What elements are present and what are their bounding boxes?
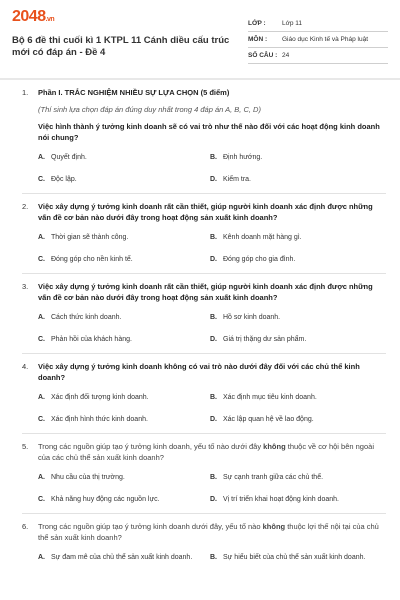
option-letter: D. <box>210 176 217 183</box>
meta-row-grade <box>248 16 388 32</box>
option-letter: D. <box>210 256 217 263</box>
option-letter: C. <box>38 496 45 503</box>
meta-row-count <box>248 48 388 64</box>
option-letter: C. <box>38 336 45 343</box>
option-text: Xác định mục tiêu kinh doanh. <box>223 394 317 401</box>
option-text: Sự cạnh tranh giữa các chủ thể. <box>223 474 324 481</box>
option-text: Cách thức kinh doanh. <box>51 314 122 321</box>
meta-value: 24 <box>282 52 290 59</box>
question-item <box>22 274 386 354</box>
answer-option[interactable] <box>38 175 210 185</box>
option-letter: A. <box>38 314 45 321</box>
document-header <box>0 0 400 64</box>
answer-option[interactable] <box>210 153 386 163</box>
answer-option[interactable] <box>38 415 210 425</box>
question-number: 6. <box>22 522 29 531</box>
option-text: Xác định đối tượng kinh doanh. <box>51 394 149 401</box>
option-letter: B. <box>210 474 217 481</box>
option-letter: A. <box>38 474 45 481</box>
option-letter: B. <box>210 394 217 401</box>
logo-main: 2048 <box>12 8 46 25</box>
document-title: Bộ 6 đề thi cuối kì 1 KTPL 11 Cánh diều cấu trúc mới có đáp án - Đề 4 <box>12 35 230 58</box>
answer-options <box>38 393 386 425</box>
question-stem: Việc xây dựng ý tưởng kinh doanh không có vai trò nào dưới đây đối với các chủ thể kinh doanh? <box>38 362 360 382</box>
question-item <box>22 194 386 274</box>
answer-option[interactable] <box>210 313 386 323</box>
option-text: Độc lập. <box>51 176 77 183</box>
answer-option[interactable] <box>38 313 210 323</box>
answer-option[interactable] <box>210 415 386 425</box>
option-letter: C. <box>38 256 45 263</box>
option-text: Kiểm tra. <box>223 176 252 183</box>
option-letter: D. <box>210 416 217 423</box>
question-stem: Việc xây dựng ý tưởng kinh doanh rất cần thiết, giúp người kinh doanh xác định được những vấn đề cơ bản nào dưới đây trong hoạt động sản xuất kinh doanh? <box>38 282 373 302</box>
question-number: 2. <box>22 202 29 211</box>
option-text: Kênh doanh mặt hàng gì. <box>223 234 302 241</box>
option-text: Đóng góp cho nền kinh tế. <box>51 256 133 263</box>
option-letter: B. <box>210 234 217 241</box>
question-stem <box>38 521 386 543</box>
option-text: Khả năng huy động các nguồn lực. <box>51 496 160 503</box>
answer-options <box>38 553 386 563</box>
answer-option[interactable] <box>210 393 386 403</box>
option-text: Nhu cầu của thị trường. <box>51 474 125 481</box>
option-letter: C. <box>38 416 45 423</box>
question-number: 3. <box>22 282 29 291</box>
meta-value: Lớp 11 <box>282 20 303 27</box>
answer-options <box>38 233 386 265</box>
question-item <box>22 354 386 434</box>
option-letter: A. <box>38 394 45 401</box>
stem-text: thuộc lợi thế nội tại của chủ thể sản xuất kinh doanh? <box>38 522 379 542</box>
header-left <box>12 8 248 64</box>
option-text: Phản hồi của khách hàng. <box>51 336 132 343</box>
meta-key: MÔN : <box>248 36 268 43</box>
option-text: Xác định hình thức kinh doanh. <box>51 416 148 423</box>
answer-option[interactable] <box>210 553 386 563</box>
answer-option[interactable] <box>210 233 386 243</box>
question-list <box>0 80 400 571</box>
answer-option[interactable] <box>210 255 386 265</box>
option-letter: C. <box>38 176 45 183</box>
question-stem: Việc hình thành ý tưởng kinh doanh sẽ có vai trò như thế nào đối với các hoạt động kinh doanh nói chung? <box>38 122 380 142</box>
option-letter: D. <box>210 496 217 503</box>
section-title: Phần I. TRẮC NGHIỆM NHIỀU SỰ LỰA CHỌN (5 điểm) <box>38 88 230 97</box>
answer-option[interactable] <box>38 255 210 265</box>
site-logo[interactable] <box>12 8 248 29</box>
answer-option[interactable] <box>38 335 210 345</box>
meta-key: SỐ CÂU : <box>248 52 278 59</box>
meta-key: LỚP : <box>248 20 266 27</box>
question-stem <box>38 441 386 463</box>
question-number: 4. <box>22 362 29 371</box>
answer-option[interactable] <box>38 153 210 163</box>
answer-option[interactable] <box>210 495 386 505</box>
answer-option[interactable] <box>38 495 210 505</box>
meta-row-subject <box>248 32 388 48</box>
answer-options <box>38 153 386 185</box>
meta-value: Giáo dục Kinh tế và Pháp luật <box>282 36 369 43</box>
option-letter: B. <box>210 154 217 161</box>
logo-suffix: .vn <box>45 16 55 23</box>
section-instruction: (Thí sinh lựa chọn đáp án đúng duy nhất trong 4 đáp án A, B, C, D) <box>38 105 261 114</box>
option-text: Vị trí triển khai hoạt động kinh doanh. <box>223 496 339 503</box>
question-item <box>22 434 386 514</box>
option-text: Giá trị thặng dư sản phẩm. <box>223 336 307 343</box>
stem-emphasis: không <box>263 442 286 451</box>
question-item <box>22 514 386 571</box>
answer-option[interactable] <box>38 233 210 243</box>
stem-text: Trong các nguồn giúp tạo ý tưởng kinh doanh dưới đây, yếu tố nào <box>38 522 263 531</box>
question-number: 1. <box>22 88 29 97</box>
answer-options <box>38 313 386 345</box>
option-letter: B. <box>210 554 217 561</box>
answer-option[interactable] <box>210 175 386 185</box>
stem-text: Trong các nguồn giúp tạo ý tưởng kinh doanh, yếu tố nào dưới đây <box>38 442 264 451</box>
question-number: 5. <box>22 442 29 451</box>
answer-option[interactable] <box>38 473 210 483</box>
answer-option[interactable] <box>38 393 210 403</box>
option-text: Quyết định. <box>51 154 87 161</box>
answer-option[interactable] <box>38 553 210 563</box>
question-stem: Việc xây dựng ý tưởng kinh doanh rất cần thiết, giúp người kinh doanh xác định được những vấn đề cơ bản nào dưới đây trong hoạt động sản xuất kinh doanh? <box>38 202 373 222</box>
answer-option[interactable] <box>210 473 386 483</box>
option-letter: A. <box>38 154 45 161</box>
option-text: Định hướng. <box>223 154 263 161</box>
option-text: Xác lập quan hệ về lao động. <box>223 416 314 423</box>
option-letter: A. <box>38 234 45 241</box>
option-text: Đóng góp cho gia đình. <box>223 256 296 263</box>
option-text: Thời gian sẽ thành công. <box>51 234 129 241</box>
stem-text: thuộc về cơ hội bên ngoài của các chủ thể sản xuất kinh doanh? <box>38 442 374 462</box>
meta-table <box>248 8 388 64</box>
answer-option[interactable] <box>210 335 386 345</box>
option-letter: D. <box>210 336 217 343</box>
option-text: Sự hiểu biết của chủ thể sản xuất kinh doanh. <box>223 554 366 561</box>
answer-options <box>38 473 386 505</box>
stem-emphasis: không <box>262 522 286 531</box>
option-letter: A. <box>38 554 45 561</box>
option-text: Hồ sơ kinh doanh. <box>223 314 281 321</box>
option-text: Sự đam mê của chủ thể sản xuất kinh doanh. <box>51 554 193 561</box>
question-item <box>22 80 386 194</box>
option-letter: B. <box>210 314 217 321</box>
